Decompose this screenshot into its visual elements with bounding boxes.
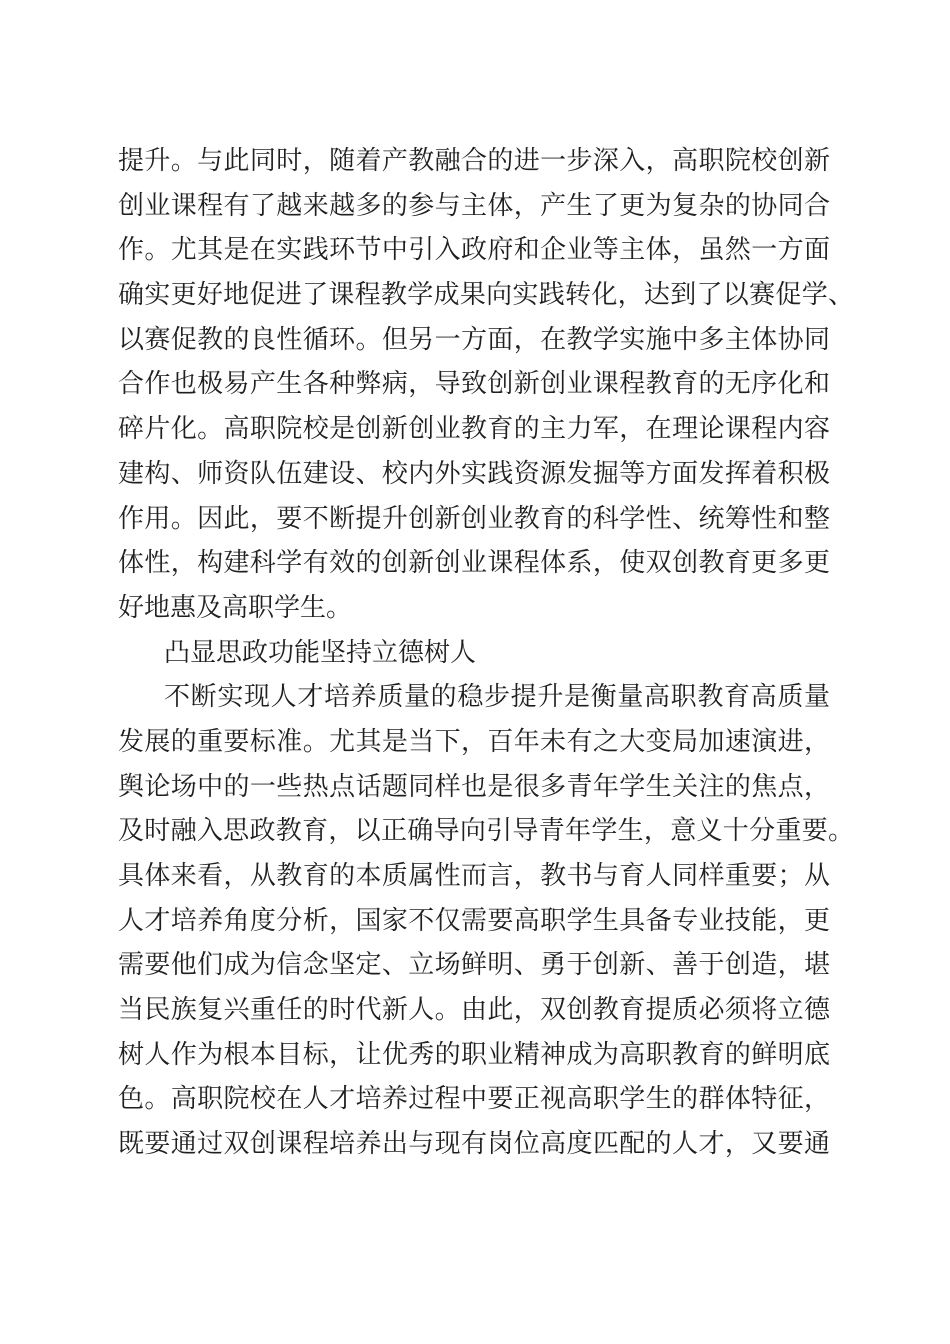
text-line: 具体来看，从教育的本质属性而言，教书与育人同样重要；从 xyxy=(118,861,830,890)
text-line: 创业课程有了越来越多的参与主体，产生了更为复杂的协同合 xyxy=(118,190,830,220)
text-line: 色。高职院校在人才培养过程中要正视高职学生的群体特征， xyxy=(118,1084,830,1114)
section-heading-line: 凸显思政功能坚持立德树人 xyxy=(164,637,477,667)
text-line: 需要他们成为信念坚定、立场鲜明、勇于创新、善于创造，堪 xyxy=(118,950,830,980)
text-line: 当民族复兴重任的时代新人。由此，双创教育提质必须将立德 xyxy=(118,995,830,1025)
text-line: 提升。与此同时，随着产教融合的进一步深入，高职院校创新 xyxy=(118,146,830,175)
text-line: 以赛促教的良性循环。但另一方面，在教学实施中多主体协同 xyxy=(118,324,830,354)
document-text-block xyxy=(118,139,854,1167)
text-line: 舆论场中的一些热点话题同样也是很多青年学生关注的焦点， xyxy=(118,771,830,801)
text-line: 树人作为根本目标，让优秀的职业精神成为高职教育的鲜明底 xyxy=(118,1039,830,1069)
text-line: 人才培养角度分析，国家不仅需要高职学生具备专业技能，更 xyxy=(118,905,830,935)
text-line: 碎片化。高职院校是创新创业教育的主力军，在理论课程内容 xyxy=(118,414,830,444)
text-line: 及时融入思政教育，以正确导向引导青年学生，意义十分重要。 xyxy=(118,816,854,846)
text-line: 作。尤其是在实践环节中引入政府和企业等主体，虽然一方面 xyxy=(118,235,830,265)
text-line: 确实更好地促进了课程教学成果向实践转化，达到了以赛促学、 xyxy=(118,280,854,310)
paragraph-end-line: 好地惠及高职学生。 xyxy=(118,592,353,622)
text-line: 作用。因此，要不断提升创新创业教育的科学性、统筹性和整 xyxy=(118,503,830,533)
text-line: 既要通过双创课程培养出与现有岗位高度匹配的人才，又要通 xyxy=(118,1129,830,1159)
paragraph-start-line: 不断实现人才培养质量的稳步提升是衡量高职教育高质量 xyxy=(164,682,830,712)
text-line: 体性，构建科学有效的创新创业课程体系，使双创教育更多更 xyxy=(118,548,830,578)
text-line: 建构、师资队伍建设、校内外实践资源发掘等方面发挥着积极 xyxy=(118,458,830,488)
text-line: 发展的重要标准。尤其是当下，百年未有之大变局加速演进， xyxy=(118,726,830,756)
text-line: 合作也极易产生各种弊病，导致创新创业课程教育的无序化和 xyxy=(118,369,830,399)
